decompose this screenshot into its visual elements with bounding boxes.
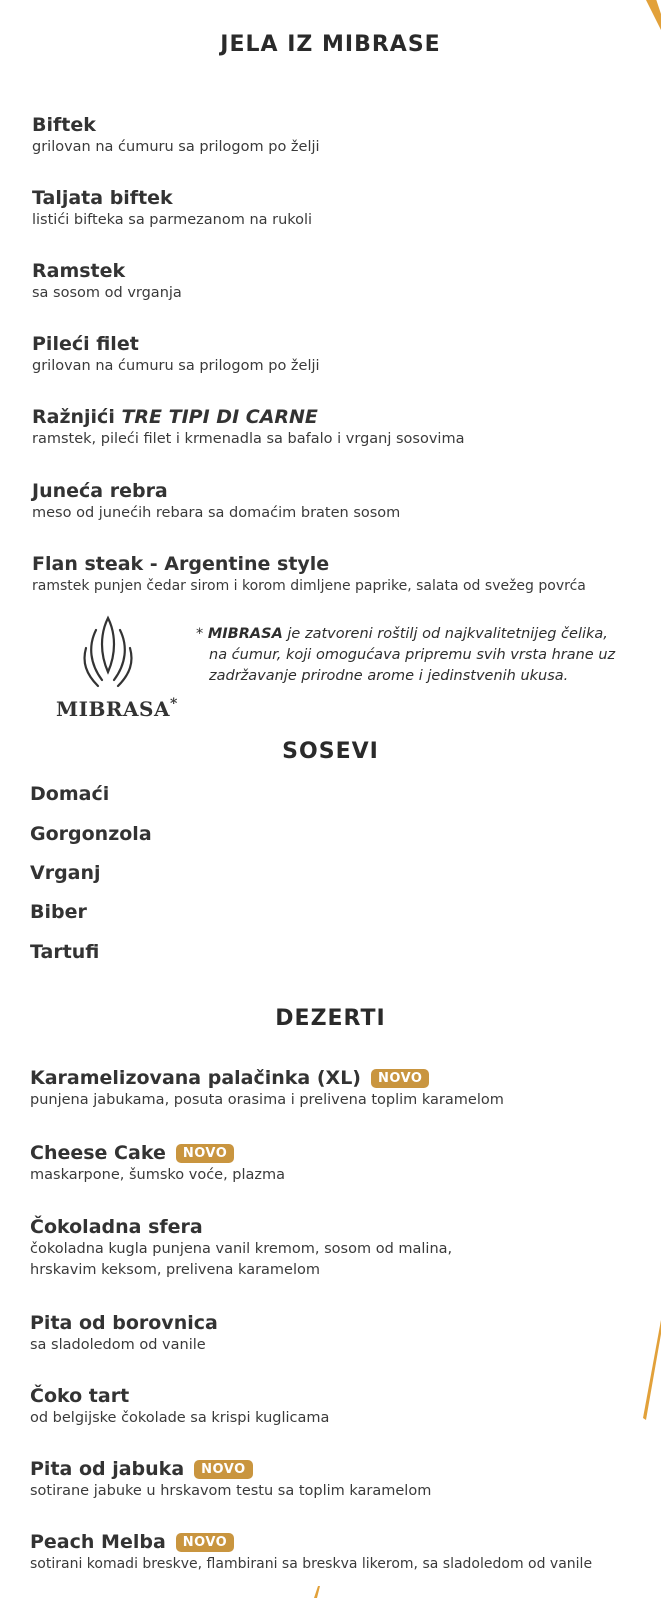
- mibrasa-logo: [56, 614, 196, 726]
- item-name: Pita od jabuka NOVO: [30, 1457, 650, 1481]
- note-line: zadržavanje prirodne arome i jedinstvenih ukusa.: [209, 668, 569, 684]
- item-description: sotirane jabuke u hrskavom testu sa toplim karamelom: [30, 1483, 432, 1499]
- item-name-italic: TRE TIPI DI CARNE: [121, 406, 318, 428]
- sauce-item: Tartufi: [30, 941, 100, 963]
- item-description: od belgijske čokolade sa krispi kuglicama: [30, 1410, 330, 1426]
- item-description: sa sosom od vrganja: [32, 285, 182, 301]
- sauce-item: Domaći: [30, 783, 110, 805]
- section-title-mibrasa: JELA IZ MIBRASE: [220, 32, 441, 57]
- menu-item: [30, 1141, 650, 1186]
- item-description: meso od junećih rebara sa domaćim braten sosom: [32, 505, 401, 521]
- menu-item: [32, 113, 652, 158]
- menu-item: [30, 1530, 650, 1575]
- item-name: Čokoladna sfera: [30, 1216, 203, 1238]
- note-line: na ćumur, koji omogućava pripremu svih vrsta hrane uz: [209, 647, 616, 663]
- item-description: ramstek punjen čedar sirom i korom dimljene paprike, salata od svežeg povrća: [32, 578, 586, 594]
- item-description: listići bifteka sa parmezanom na rukoli: [32, 212, 313, 228]
- item-name: [32, 405, 652, 429]
- note-line: * MIBRASA je zatvoreni roštilj od najkvalitetnijeg čelika,: [196, 626, 608, 642]
- item-name-main: Ražnjići: [32, 406, 115, 428]
- new-badge: NOVO: [176, 1144, 234, 1163]
- item-name: Cheese Cake NOVO: [30, 1141, 650, 1165]
- flame-icon: [78, 614, 138, 692]
- menu-item: [32, 259, 652, 304]
- item-description: punjena jabukama, posuta orasima i prelivena toplim karamelom: [30, 1092, 504, 1108]
- menu-item: [32, 479, 652, 524]
- menu-item: [30, 1384, 650, 1429]
- item-name: Pileći filet: [32, 333, 139, 355]
- item-description: hrskavim keksom, prelivena karamelom: [30, 1262, 320, 1278]
- new-badge: NOVO: [194, 1460, 252, 1479]
- item-name: Taljata biftek: [32, 187, 173, 209]
- menu-item: [32, 186, 652, 231]
- menu-item: [32, 405, 652, 450]
- mibrasa-note: [196, 624, 636, 687]
- item-name: Pita od borovnica: [30, 1312, 218, 1334]
- menu-item: [32, 332, 652, 377]
- item-name: Biftek: [32, 114, 96, 136]
- orange-swoosh-decoration: [310, 1584, 326, 1598]
- item-description: sotirani komadi breskve, flambirani sa breskva likerom, sa sladoledom od vanile: [30, 1556, 593, 1572]
- new-badge: NOVO: [176, 1533, 234, 1552]
- item-name: Čoko tart: [30, 1385, 130, 1407]
- item-description: grilovan na ćumuru sa prilogom po želji: [32, 358, 320, 374]
- menu-item: [32, 552, 652, 597]
- item-description: ramstek, pileći filet i krmenadla sa bafalo i vrganj sosovima: [32, 431, 465, 447]
- item-name: Juneća rebra: [32, 480, 168, 502]
- menu-item: [30, 1457, 650, 1502]
- section-title-desserts: DEZERTI: [275, 1006, 386, 1031]
- item-description: maskarpone, šumsko voće, plazma: [30, 1167, 286, 1183]
- menu-item: [30, 1311, 650, 1356]
- sauce-item: Gorgonzola: [30, 823, 152, 845]
- item-description: grilovan na ćumuru sa prilogom po želji: [32, 139, 320, 155]
- item-description: sa sladoledom od vanile: [30, 1337, 206, 1353]
- section-title-sauces: SOSEVI: [282, 739, 379, 764]
- item-name: Peach Melba NOVO: [30, 1530, 650, 1554]
- item-name: Flan steak - Argentine style: [32, 553, 330, 575]
- sauce-item: Vrganj: [30, 862, 101, 884]
- sauce-item: Biber: [30, 901, 87, 923]
- item-name: Karamelizovana palačinka (XL) NOVO: [30, 1066, 650, 1090]
- menu-item: [30, 1066, 650, 1111]
- menu-item: [30, 1215, 650, 1281]
- item-description: čokoladna kugla punjena vanil kremom, sosom od malina,: [30, 1241, 453, 1257]
- new-badge: NOVO: [371, 1069, 429, 1088]
- item-name: Ramstek: [32, 260, 126, 282]
- logo-text: MIBRASA*: [56, 696, 178, 721]
